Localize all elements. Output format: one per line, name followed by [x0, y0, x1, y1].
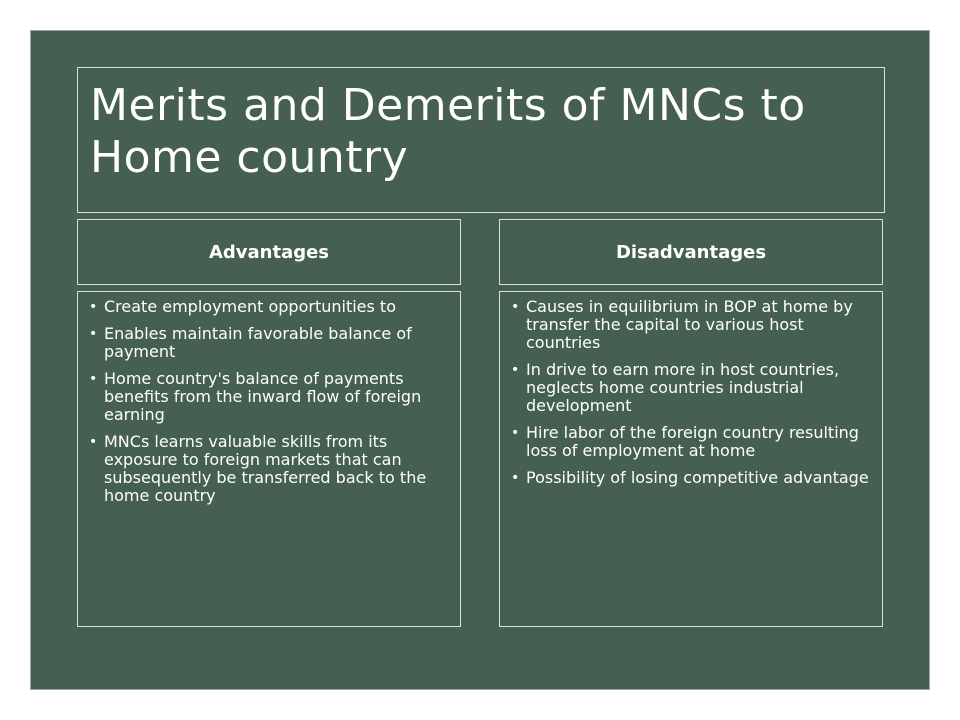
advantages-heading: Advantages — [208, 241, 330, 263]
bullet-icon: • — [89, 434, 98, 450]
list-item — [86, 298, 452, 316]
advantages-list — [86, 298, 452, 505]
list-item-text: Causes in equilibrium in BOP at home by transfer the capital to various host countries — [526, 297, 853, 352]
advantages-header — [77, 219, 461, 285]
list-item — [508, 424, 874, 460]
list-item-text: Possibility of losing competitive advantage — [526, 468, 869, 487]
disadvantages-list — [508, 298, 874, 487]
bullet-icon: • — [89, 326, 98, 342]
bullet-icon: • — [511, 299, 520, 315]
list-item — [86, 325, 452, 361]
list-item — [508, 361, 874, 415]
list-item-text: Home country's balance of payments benefits from the inward flow of foreign earning — [104, 369, 422, 424]
slide-title: Merits and Demerits of MNCs to Home country — [90, 80, 806, 183]
list-item — [508, 298, 874, 352]
list-item-text: Hire labor of the foreign country resulting loss of employment at home — [526, 423, 859, 460]
list-item-text: Create employment opportunities to — [104, 297, 396, 316]
bullet-icon: • — [89, 371, 98, 387]
disadvantages-header — [499, 219, 883, 285]
slide — [30, 30, 930, 690]
disadvantages-heading: Disadvantages — [615, 241, 767, 263]
advantages-list-box — [77, 291, 461, 627]
list-item — [86, 433, 452, 505]
list-item-text: In drive to earn more in host countries, neglects home countries industrial development — [526, 360, 840, 415]
bullet-icon: • — [89, 299, 98, 315]
list-item — [86, 370, 452, 424]
list-item — [508, 469, 874, 487]
list-item-text: MNCs learns valuable skills from its exposure to foreign markets that can subsequently be transferred back to the home country — [104, 432, 427, 505]
bullet-icon: • — [511, 362, 520, 378]
list-item-text: Enables maintain favorable balance of payment — [104, 324, 412, 361]
bullet-icon: • — [511, 470, 520, 486]
disadvantages-list-box — [499, 291, 883, 627]
title-box — [77, 67, 885, 213]
bullet-icon: • — [511, 425, 520, 441]
